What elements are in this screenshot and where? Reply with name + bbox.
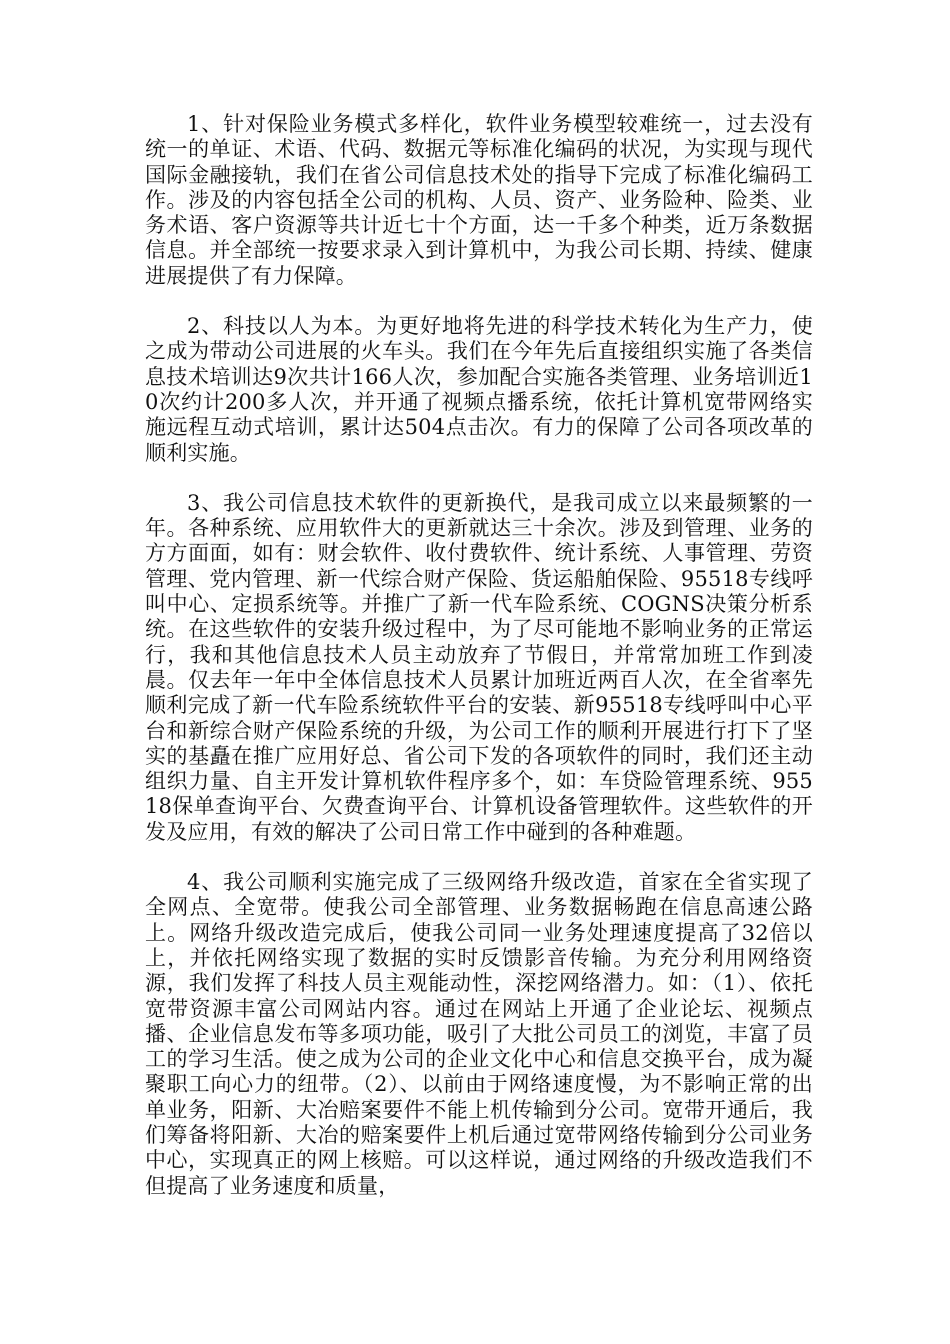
paragraph-1: 1、针对保险业务模式多样化，软件业务模型较难统一，过去没有统一的单证、术语、代码、数据元等标准化编码的状况，为实现与现代国际金融接轨，我们在省公司信息技术处的指导下完成了标准化编码工作。涉及的内容包括全公司的机构、人员、资产、业务险种、险类、业务术语、客户资源等共计近七十个方面，达一千多个种类，近万条数据信息。并全部统一按要求录入到计算机中，为我公司长期、持续、健康进展提供了有力保障。 xyxy=(145,112,813,288)
document-body xyxy=(145,112,813,1199)
paragraph-2: 2、科技以人为本。为更好地将先进的科学技术转化为生产力，使之成为带动公司进展的火车头。我们在今年先后直接组织实施了各类信息技术培训达9次共计166人次，参加配合实施各类管理、业务培训近10次约计200多人次，并开通了视频点播系统，依托计算机宽带网络实施远程互动式培训，累计达504点击次。有力的保障了公司各项改革的顺利实施。 xyxy=(145,314,813,465)
paragraph-3: 3、我公司信息技术软件的更新换代，是我司成立以来最频繁的一年。各种系统、应用软件大的更新就达三十余次。涉及到管理、业务的方方面面，如有：财会软件、收付费软件、统计系统、人事管理、劳资管理、党内管理、新一代综合财产保险、货运船舶保险、95518专线呼叫中心、定损系统等。并推广了新一代车险系统、COGNS决策分析系统。在这些软件的安装升级过程中，为了尽可能地不影响业务的正常运行，我和其他信息技术人员主动放弃了节假日，并常常加班工作到凌晨。仅去年一年中全体信息技术人员累计加班近两百人次，在全省率先顺利完成了新一代车险系统软件平台的安装、新95518专线呼叫中心平台和新综合财产保险系统的升级，为公司工作的顺利开展进行打下了坚实的基矗在推广应用好总、省公司下发的各项软件的同时，我们还主动组织力量、自主开发计算机软件程序多个，如：车贷险管理系统、95518保单查询平台、欠费查询平台、计算机设备管理软件。这些软件的开发及应用，有效的解决了公司日常工作中碰到的各种难题。 xyxy=(145,490,813,844)
paragraph-4: 4、我公司顺利实施完成了三级网络升级改造，首家在全省实现了全网点、全宽带。使我公司全部管理、业务数据畅跑在信息高速公路上。网络升级改造完成后，使我公司同一业务处理速度提高了32倍以上，并依托网络实现了数据的实时反馈影音传输。为充分利用网络资源，我们发挥了科技人员主观能动性，深挖网络潜力。如：（1）、依托宽带资源丰富公司网站内容。通过在网站上开通了企业论坛、视频点播、企业信息发布等多项功能，吸引了大批公司员工的浏览，丰富了员工的学习生活。使之成为公司的企业文化中心和信息交换平台，成为凝聚职工向心力的纽带。（2）、以前由于网络速度慢，为不影响正常的出单业务，阳新、大冶赔案要件不能上机传输到分公司。宽带开通后，我们筹备将阳新、大冶的赔案要件上机后通过宽带网络传输到分公司业务中心，实现真正的网上核赔。可以这样说，通过网络的升级改造我们不但提高了业务速度和质量， xyxy=(145,870,813,1198)
